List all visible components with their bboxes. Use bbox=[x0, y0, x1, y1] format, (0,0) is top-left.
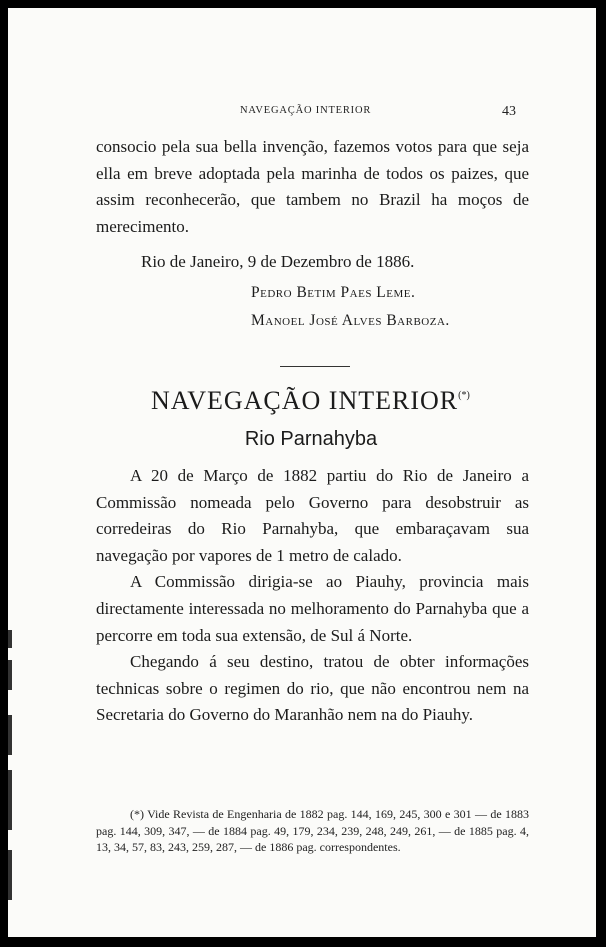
paragraph-1: A 20 de Março de 1882 partiu do Rio de Janeiro a Commissão nomeada pelo Governo para desobstruir as corredeiras do Rio Parnahyba, que embaraçavam sua navegação por vapores de 1 metro de calado. bbox=[96, 466, 529, 565]
date-line: Rio de Janeiro, 9 de Dezembro de 1886. bbox=[141, 252, 415, 271]
section-divider bbox=[280, 366, 350, 367]
book-page bbox=[8, 8, 596, 937]
section-title bbox=[151, 386, 470, 416]
opening-paragraph-block bbox=[96, 134, 529, 240]
section-title-text: NAVEGAÇÃO INTERIOR bbox=[151, 386, 459, 415]
footnote-marker: (*) bbox=[458, 390, 470, 401]
scan-edge-marks bbox=[8, 620, 14, 920]
footnote-text: (*) Vide Revista de Engenharia de 1882 pag. 144, 169, 245, 300 e 301 — de 1883 pag. 144, 309, 347, — de 1884 pag. 49, 179, 234, 239, 248, 249, 261, — de 1885 pag. 4, 13, 34, 57, 83, 243, 259, 287, — de 1886 pag. correspondentes. bbox=[96, 807, 529, 854]
footnote bbox=[96, 806, 529, 856]
page-number: 43 bbox=[502, 104, 516, 119]
opening-paragraph: consocio pela sua bella invenção, fazemos votos para que seja ella em breve adoptada pela marinha de todos os paizes, que assim reconhecerão, que tambem no Brazil ha moços de merecimento. bbox=[96, 137, 529, 236]
paragraph-2: A Commissão dirigia-se ao Piauhy, provincia mais directamente interessada no melhoramento do Parnahyba que a percorre em toda sua extensão, de Sul á Norte. bbox=[96, 572, 529, 645]
paragraph-3: Chegando á seu destino, tratou de obter informações technicas sobre o regimen do rio, que não encontrou nem na Secretaria do Governo do Maranhão nem na do Piauhy. bbox=[96, 652, 529, 725]
signature-1: Pedro Betim Paes Leme. bbox=[251, 284, 416, 301]
signature-2: Manoel José Alves Barboza. bbox=[251, 312, 450, 329]
running-head-title: NAVEGAÇÃO INTERIOR bbox=[240, 105, 372, 116]
body-text bbox=[96, 463, 529, 729]
section-subtitle: Rio Parnahyba bbox=[244, 428, 378, 450]
